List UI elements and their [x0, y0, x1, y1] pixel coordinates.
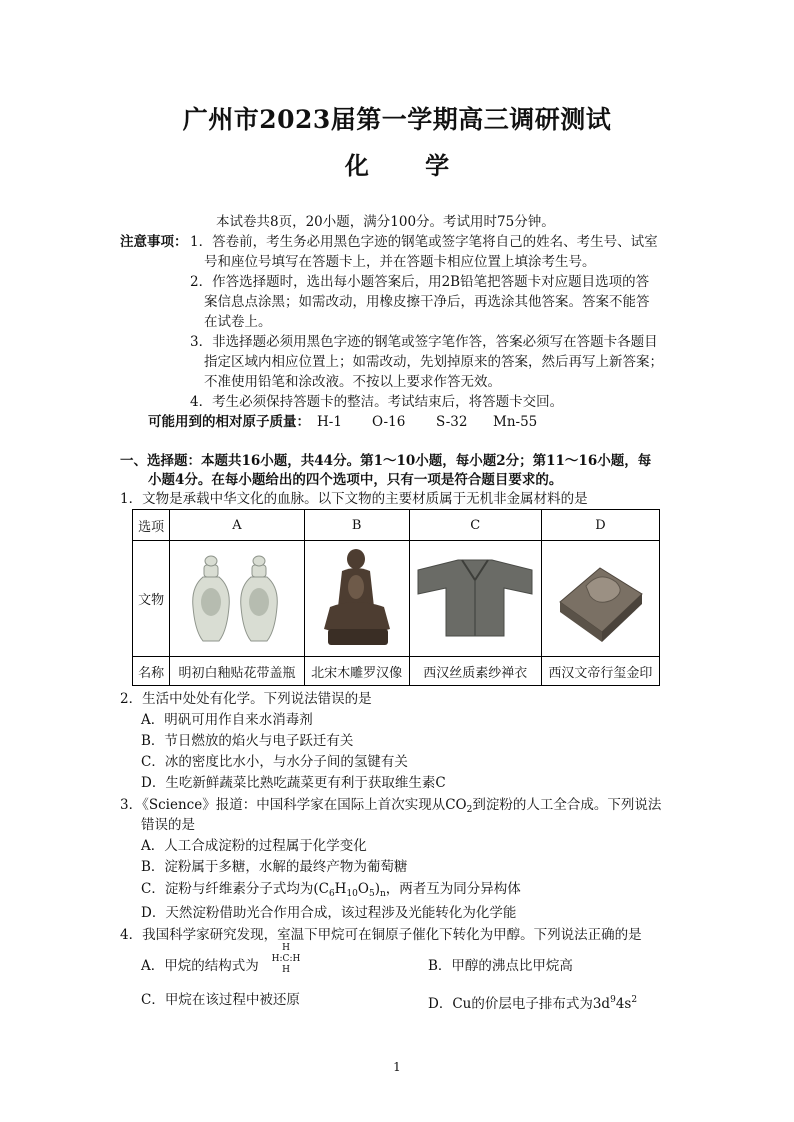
notice-item-4-line-1: 4．考生必须保持答题卡的整洁。考试结束后，将答题卡交回。 [190, 394, 564, 410]
q3-stem-line-2: 错误的是 [141, 817, 195, 833]
q1-row-label-option: 选项 [133, 510, 170, 541]
atomic-mass-mn: Mn-55 [493, 414, 538, 430]
notice-item-2-line-1: 2．作答选择题时，选出每小题答案后，用2B铅笔把答题卡对应题目选项的答 [190, 274, 650, 290]
lewis-middle-row: H:C:H [271, 954, 301, 964]
methane-lewis-structure [266, 943, 306, 976]
q1-option-d: D [541, 510, 659, 541]
q2-option-c: C．冰的密度比水小，与水分子间的氢键有关 [141, 754, 408, 770]
q3-option-c-text-3: O [357, 881, 369, 897]
q3-option-c-sub-2: 10 [346, 889, 358, 899]
atomic-mass-s: S-32 [436, 414, 468, 430]
q2-option-b: B．节日燃放的焰火与电子跃迁有关 [141, 733, 354, 749]
q1-stem: 1．文物是承载中华文化的血脉。以下文物的主要材质属于无机非金属材料的是 [120, 491, 588, 507]
q2-stem: 2．生活中处处有化学。下列说法错误的是 [120, 691, 372, 707]
q3-option-c-sub-4: n [380, 889, 386, 899]
q3-option-c [141, 879, 521, 904]
q2-option-d: D．生吃新鲜蔬菜比熟吃蔬菜更有利于获取维生素C [141, 775, 446, 791]
notice-item-1-line-2: 号和座位号填写在答题卡上，并在答题卡相应位置上填涂考生号。 [204, 254, 596, 270]
q3-option-c-text-2: H [334, 881, 347, 897]
lewis-bottom-h: H [282, 965, 290, 975]
silk-robe-image [414, 552, 536, 642]
q3-option-a: A．人工合成淀粉的过程属于化学变化 [141, 838, 367, 854]
q3-stem-part-2: 到淀粉的人工全合成。下列说法 [472, 797, 662, 813]
q1-image-d-cell [541, 541, 659, 657]
q4-option-d [428, 990, 637, 1014]
q1-name-a: 明初白釉贴花带盖瓶 [170, 657, 304, 686]
q1-image-c-cell [409, 541, 541, 657]
q3-option-c-text-5: ，两者互为同分异构体 [385, 881, 521, 897]
porcelain-vases-image [177, 547, 297, 647]
section-heading-line-2: 小题4分。在每小题给出的四个选项中，只有一项是符合题目要求的。 [148, 472, 563, 488]
atomic-mass-h: H-1 [317, 414, 342, 430]
q1-row-label-artifact: 文物 [133, 541, 170, 657]
q1-image-b-cell [304, 541, 409, 657]
q3-stem-part-1: 3．《Science》报道：中国科学家在国际上首次实现从CO [120, 797, 467, 813]
q1-option-c: C [409, 510, 541, 541]
q4-stem: 4．我国科学家研究发现，室温下甲烷可在铜原子催化下转化为甲醇。下列说法正确的是 [120, 927, 642, 943]
q1-option-b: B [304, 510, 409, 541]
q1-image-a-cell [170, 541, 304, 657]
notice-item-1-line-1: 1．答卷前，考生务必用黑色字迹的钢笔或签字笔将自己的姓名、考生号、试室 [190, 234, 658, 250]
q4-option-d-text-1: D．Cu的价层电子排布式为3d [428, 996, 611, 1012]
q4-option-a: A．甲烷的结构式为 [141, 958, 259, 974]
q3-stem-subscript: 2 [466, 805, 473, 815]
section-heading-line-1: 一、选择题：本题共16小题，共44分。第1～10小题，每小题2分；第11～16小题，每 [120, 453, 652, 469]
q1-name-d: 西汉文帝行玺金印 [541, 657, 659, 686]
q3-option-b: B．淀粉属于多糖，水解的最终产物为葡萄糖 [141, 859, 408, 875]
exam-title: 广州市2023届第一学期高三调研测试 [182, 105, 612, 134]
q4-option-d-text-2: 4s [615, 996, 632, 1012]
wooden-arhat-statue-image [312, 545, 402, 649]
q3-option-c-text-4: ) [374, 881, 380, 897]
atomic-mass-o: O-16 [372, 414, 406, 430]
q2-option-a: A．明矾可用作自来水消毒剂 [141, 712, 313, 728]
q1-name-c: 西汉丝质素纱禅衣 [409, 657, 541, 686]
notice-label: 注意事项： [120, 234, 188, 250]
q4-option-b: B．甲醇的沸点比甲烷高 [428, 958, 573, 974]
q3-option-c-sub-1: 6 [328, 889, 335, 899]
q1-row-label-name: 名称 [133, 657, 170, 686]
q3-option-d: D．天然淀粉借助光合作用合成，该过程涉及光能转化为化学能 [141, 905, 517, 921]
gold-seal-image [552, 552, 648, 642]
notice-item-3-line-3: 不准使用铅笔和涂改液。不按以上要求作答无效。 [204, 374, 501, 390]
notice-item-2-line-3: 在试卷上。 [204, 314, 272, 330]
q1-artifact-table [132, 509, 660, 686]
q4-option-c: C．甲烷在该过程中被还原 [141, 992, 300, 1008]
q1-name-b: 北宋木雕罗汉像 [304, 657, 409, 686]
notice-item-3-line-2: 指定区域内相应位置上；如需改动，先划掉原来的答案，然后再写上新答案； [204, 354, 663, 370]
q4-option-d-sup-2: 2 [631, 995, 638, 1005]
q3-option-c-text-1: C．淀粉与纤维素分子式均为(C [141, 881, 329, 897]
notice-item-3-line-1: 3．非选择题必须用黑色字迹的钢笔或签字笔作答，答案必须写在答题卡各题目 [190, 334, 658, 350]
page-number: 1 [393, 1060, 401, 1074]
exam-intro: 本试卷共8页，20小题，满分100分。考试用时75分钟。 [216, 214, 555, 230]
q1-option-a: A [170, 510, 304, 541]
q3-stem-line-1 [120, 795, 661, 820]
subject-title: 化 学 [344, 151, 474, 180]
notice-item-2-line-2: 案信息点涂黑；如需改动，用橡皮擦干净后，再选涂其他答案。答案不能答 [204, 294, 650, 310]
atomic-mass-label: 可能用到的相对原子质量： [148, 414, 310, 430]
lewis-top-h: H [282, 943, 290, 953]
q3-option-c-sub-3: 5 [368, 889, 375, 899]
q4-option-d-sup-1: 9 [610, 995, 616, 1005]
